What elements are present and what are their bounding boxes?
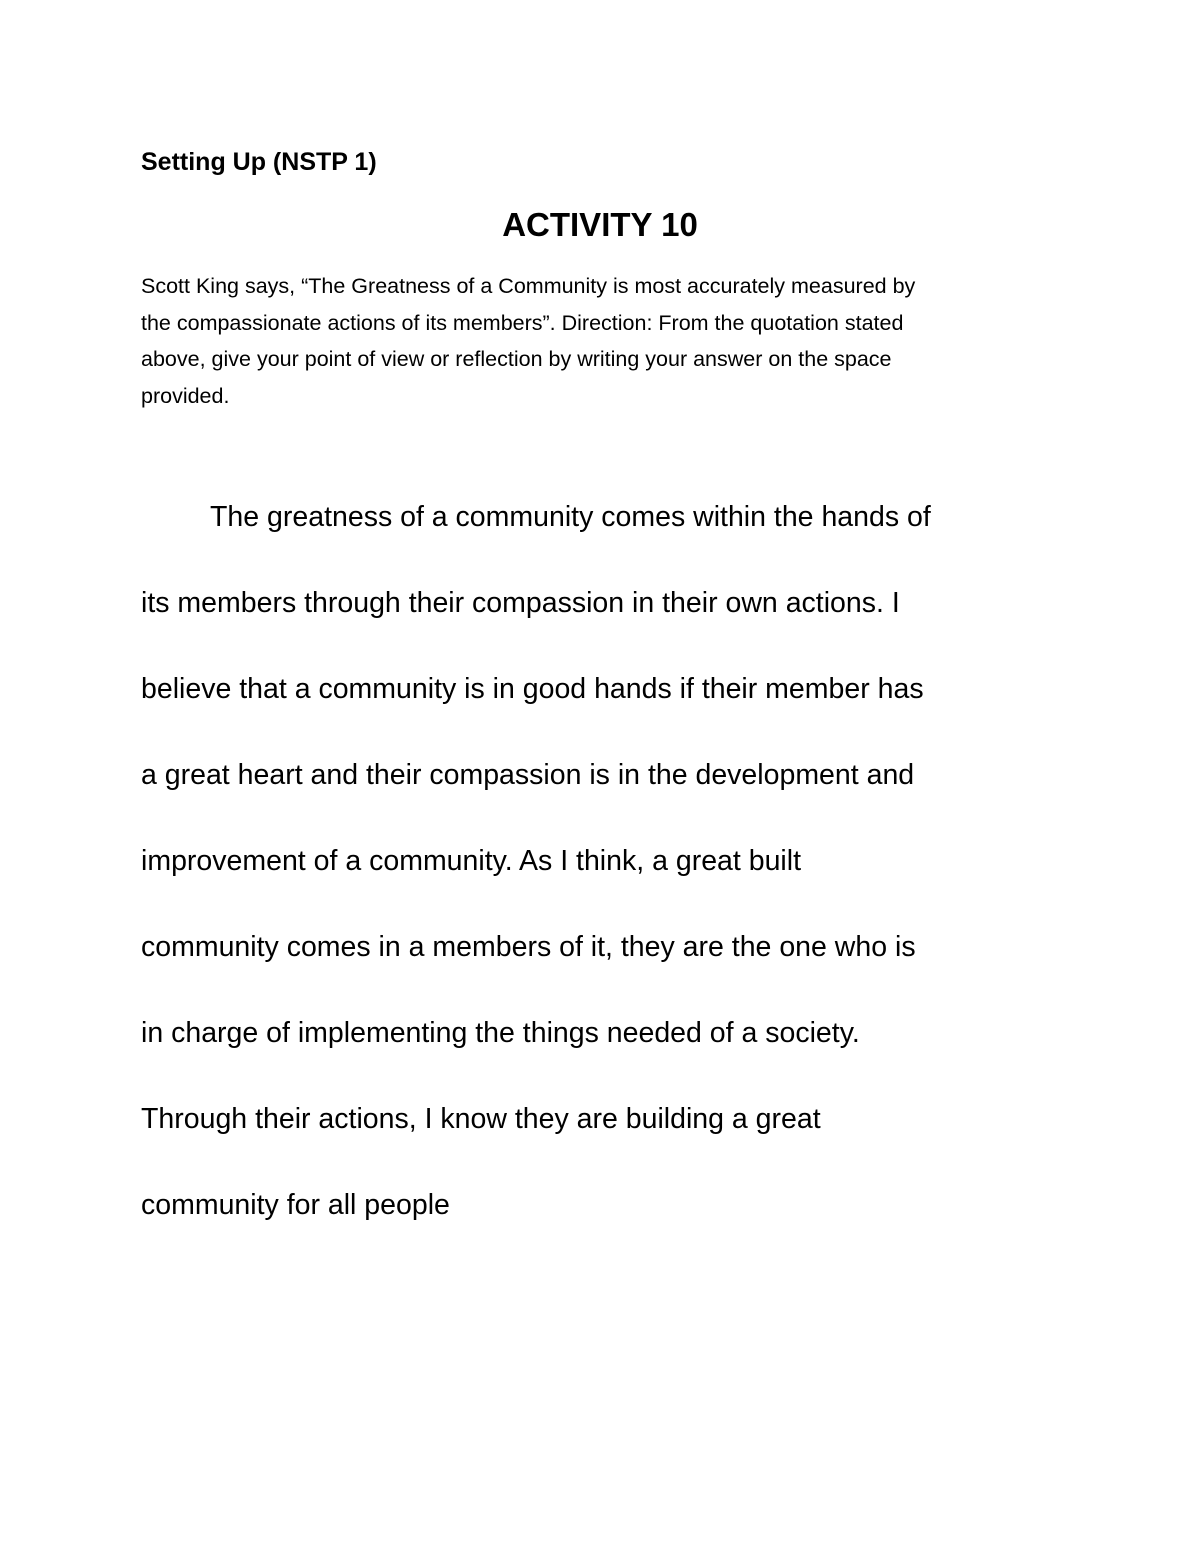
answer-line: Through their actions, I know they are building a great [141, 1103, 821, 1135]
answer-line: The greatness of a community comes within the hands of [210, 501, 931, 533]
instructions-paragraph [141, 268, 1081, 414]
answer-line: a great heart and their compassion is in the development and [141, 759, 915, 791]
answer-line: in charge of implementing the things needed of a society. [141, 1017, 860, 1049]
activity-title: ACTIVITY 10 [502, 206, 698, 243]
course-title: Setting Up (NSTP 1) [141, 148, 377, 176]
answer-line: believe that a community is in good hands if their member has [141, 673, 924, 705]
answer-line: community comes in a members of it, they are the one who is [141, 931, 916, 963]
answer-line: community for all people [141, 1189, 450, 1221]
answer-line: improvement of a community. As I think, a great built [141, 845, 802, 877]
instruction-line: the compassionate actions of its members”. Direction: From the quotation stated [141, 310, 904, 335]
instruction-line: above, give your point of view or reflection by writing your answer on the space [141, 347, 892, 371]
answer-line: its members through their compassion in their own actions. I [141, 587, 900, 619]
instruction-line: provided. [141, 383, 230, 408]
answer-paragraph [141, 474, 1081, 1248]
instruction-line: Scott King says, “The Greatness of a Community is most accurately measured by [141, 274, 916, 298]
